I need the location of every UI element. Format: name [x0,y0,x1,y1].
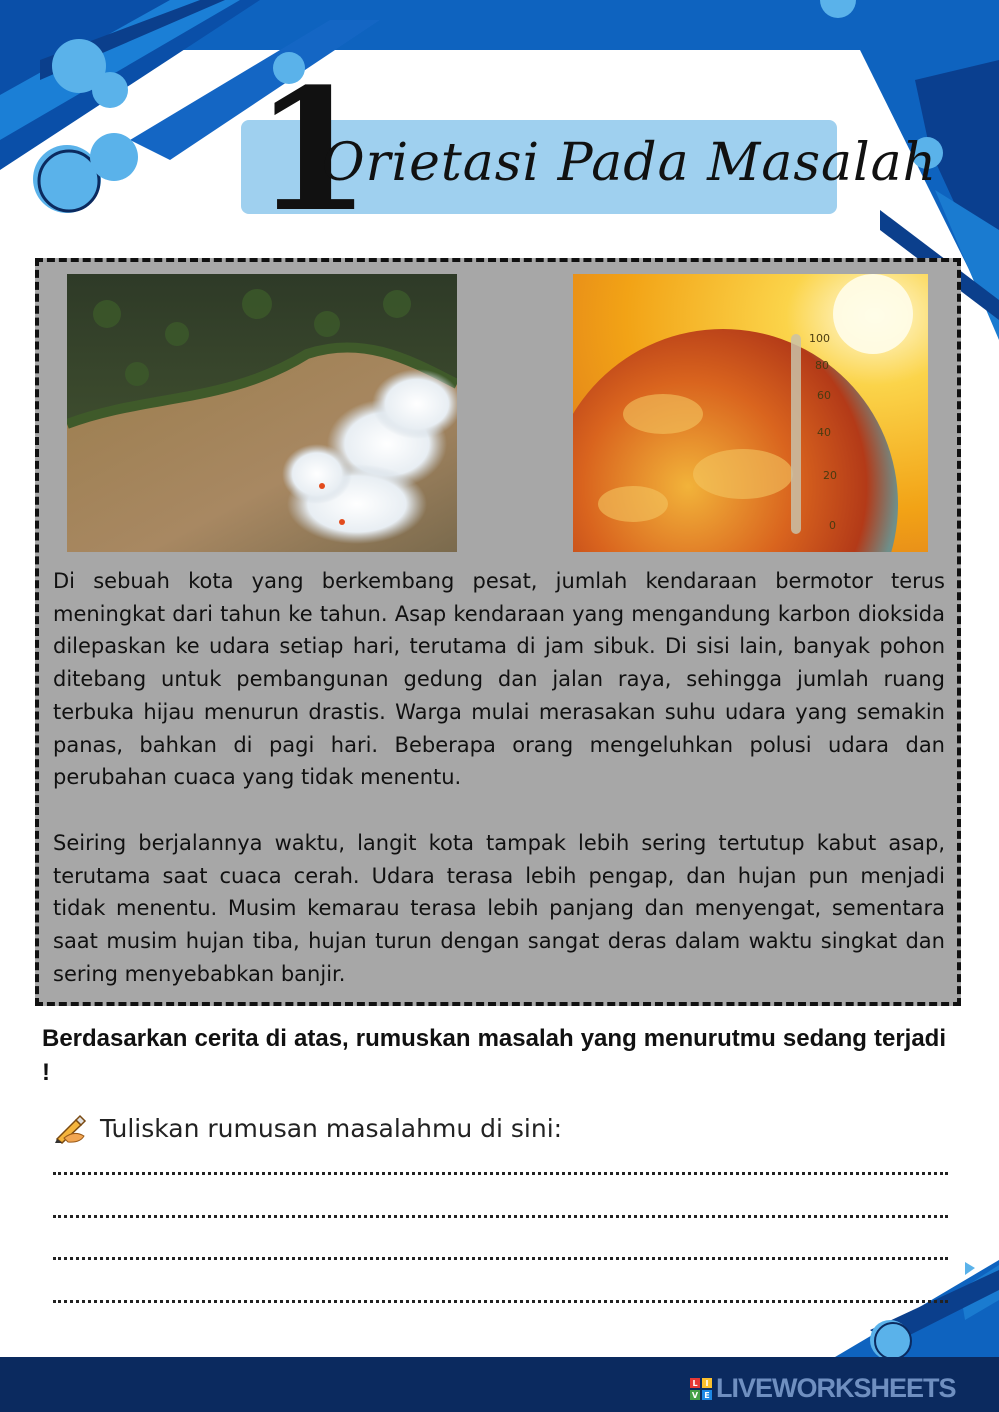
story-paragraph-2: Seiring berjalannya waktu, langit kota tampak lebih sering tertutup kabut asap, terutama saat cuaca cerah. Udara terasa lebih pengap, dan hujan pun menjadi tidak menentu. Musim kemarau terasa lebih panjang dan menyengat, sementara saat musim hujan tiba, hujan turun dengan sangat deras dalam waktu singkat dan sering menyebabkan banjir. [53,831,945,986]
answer-line-4[interactable] [53,1300,948,1303]
badge-letter: E [704,1390,710,1400]
answer-prompt-label: Tuliskan rumusan masalahmu di sini: [100,1113,563,1143]
thermometer-tick: 0 [829,519,836,532]
page-title: Orietasi Pada Masalah [322,133,938,193]
badge-letter: V [691,1390,699,1400]
hot-earth-thermometer-photo [573,274,928,552]
answer-line-1[interactable] [53,1172,948,1175]
answer-line-3[interactable] [53,1257,948,1260]
thermometer-tick: 100 [809,332,830,345]
thermometer-tick: 40 [817,426,831,439]
story-paragraph-1: Di sebuah kota yang berkembang pesat, jumlah kendaraan bermotor terus meningkat dari tahun ke tahun. Asap kendaraan yang mengandung karbon dioksida dilepaskan ke udara setiap hari, terutama di jam sibuk. Di sisi lain, banyak pohon ditebang untuk pembangunan gedung dan jalan raya, sehingga jumlah ruang terbuka hijau menurun drastis. Warga mulai merasakan suhu udara yang semakin panas, bahkan di pagi hari. Beberapa orang mengeluhkan polusi udara dan perubahan cuaca yang tidak menentu. [53,569,945,790]
badge-letter: L [692,1378,698,1388]
thermometer-tick: 80 [815,359,829,372]
liveworksheets-wordmark: LIVEWORKSHEETS [716,1373,956,1403]
forest-fire-deforestation-photo [67,274,457,552]
badge-letter: I [705,1378,709,1388]
liveworksheets-badge-icon [690,1378,712,1400]
question-text: Berdasarkan cerita di atas, rumuskan masalah yang menurutmu sedang terjadi ! [42,1025,946,1086]
liveworksheets-logo [690,1373,956,1404]
answer-line-2[interactable] [53,1215,948,1218]
thermometer-tick: 60 [817,389,831,402]
answer-prompt [54,1108,562,1148]
writing-hand-icon [54,1112,90,1144]
thermometer-tick: 20 [823,469,837,482]
section-number: 1 [254,51,371,249]
